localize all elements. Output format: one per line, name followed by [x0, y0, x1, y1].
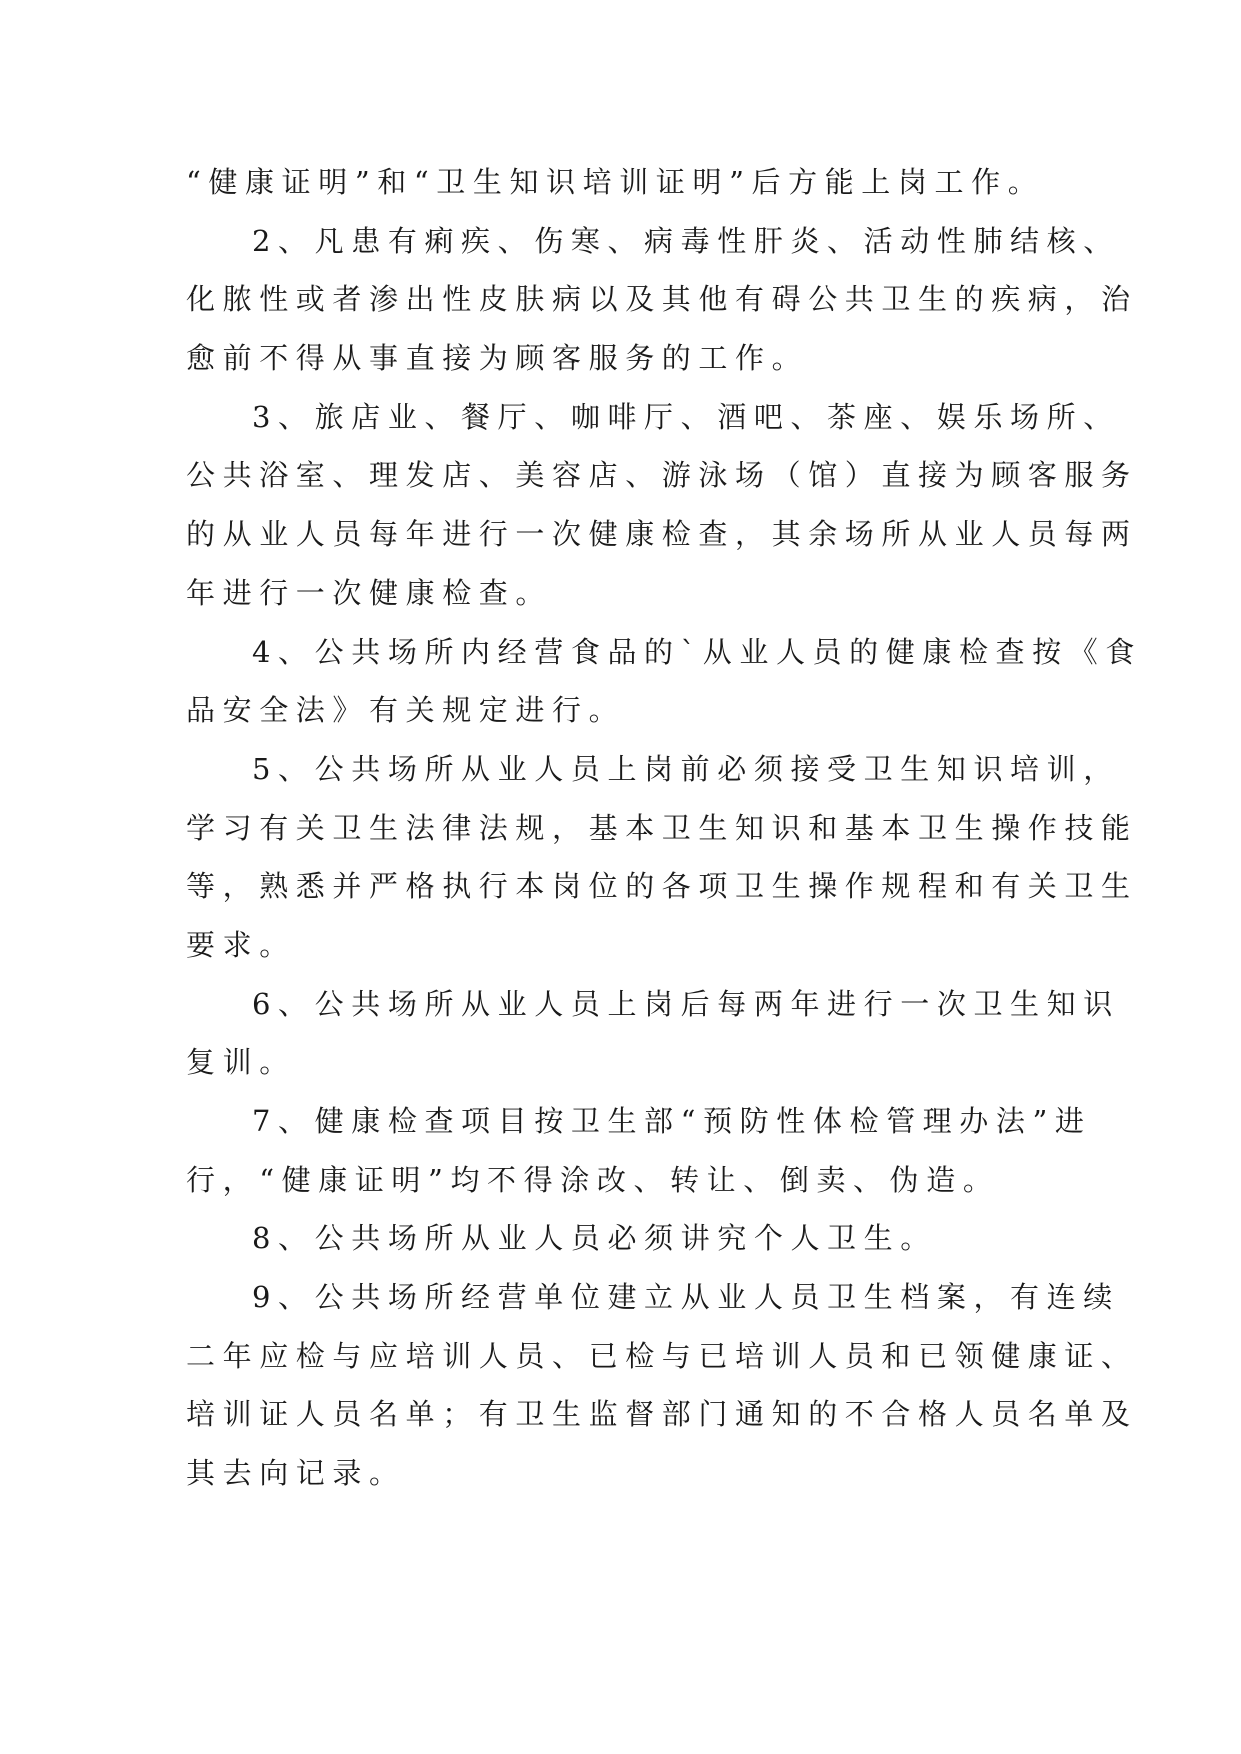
document-body [186, 153, 1142, 1503]
text-line: 3、旅店业、餐厅、咖啡厅、酒吧、茶座、娱乐场所、 [252, 399, 1120, 434]
text-line: 二年应检与应培训人员、已检与已培训人员和已领健康证、 [186, 1338, 1138, 1373]
text-line: 愈前不得从事直接为顾客服务的工作。 [186, 341, 809, 376]
text-line: 8、公共场所从业人员必须讲究个人卫生。 [252, 1221, 937, 1256]
text-line: 培训证人员名单；有卫生监督部门通知的不合格人员名单及 [186, 1397, 1138, 1432]
text-line: 等，熟悉并严格执行本岗位的各项卫生操作规程和有关卫生 [186, 869, 1138, 904]
text-line: 5、公共场所从业人员上岗前必须接受卫生知识培训， [252, 751, 1120, 786]
text-line: 4、公共场所内经营食品的`从业人员的健康检查按《食 [252, 634, 1142, 669]
text-line: “健康证明”和“卫生知识培训证明”后方能上岗工作。 [186, 165, 1045, 199]
text-line: 其去向记录。 [186, 1456, 406, 1491]
text-line: 的从业人员每年进行一次健康检查，其余场所从业人员每两 [186, 517, 1138, 552]
text-line: 要求。 [186, 927, 296, 962]
text-line: 化脓性或者渗出性皮肤病以及其他有碍公共卫生的疾病，治 [186, 282, 1138, 317]
text-line: 品安全法》有关规定进行。 [186, 693, 626, 728]
text-line: 年进行一次健康检查。 [186, 575, 553, 610]
text-line: 复训。 [186, 1045, 296, 1080]
text-line: 公共浴室、理发店、美容店、游泳场（馆）直接为顾客服务 [186, 458, 1138, 493]
text-line: 7、健康检查项目按卫生部“预防性体检管理办法”进 [252, 1104, 1092, 1138]
text-line: 9、公共场所经营单位建立从业人员卫生档案，有连续 [252, 1280, 1120, 1315]
text-line: 2、凡患有痢疾、伤寒、病毒性肝炎、活动性肺结核、 [252, 223, 1120, 258]
text-line: 行，“健康证明”均不得涂改、转让、倒卖、伪造。 [186, 1162, 1000, 1197]
text-line: 6、公共场所从业人员上岗后每两年进行一次卫生知识 [252, 986, 1120, 1021]
text-line: 学习有关卫生法律法规，基本卫生知识和基本卫生操作技能 [186, 810, 1138, 845]
